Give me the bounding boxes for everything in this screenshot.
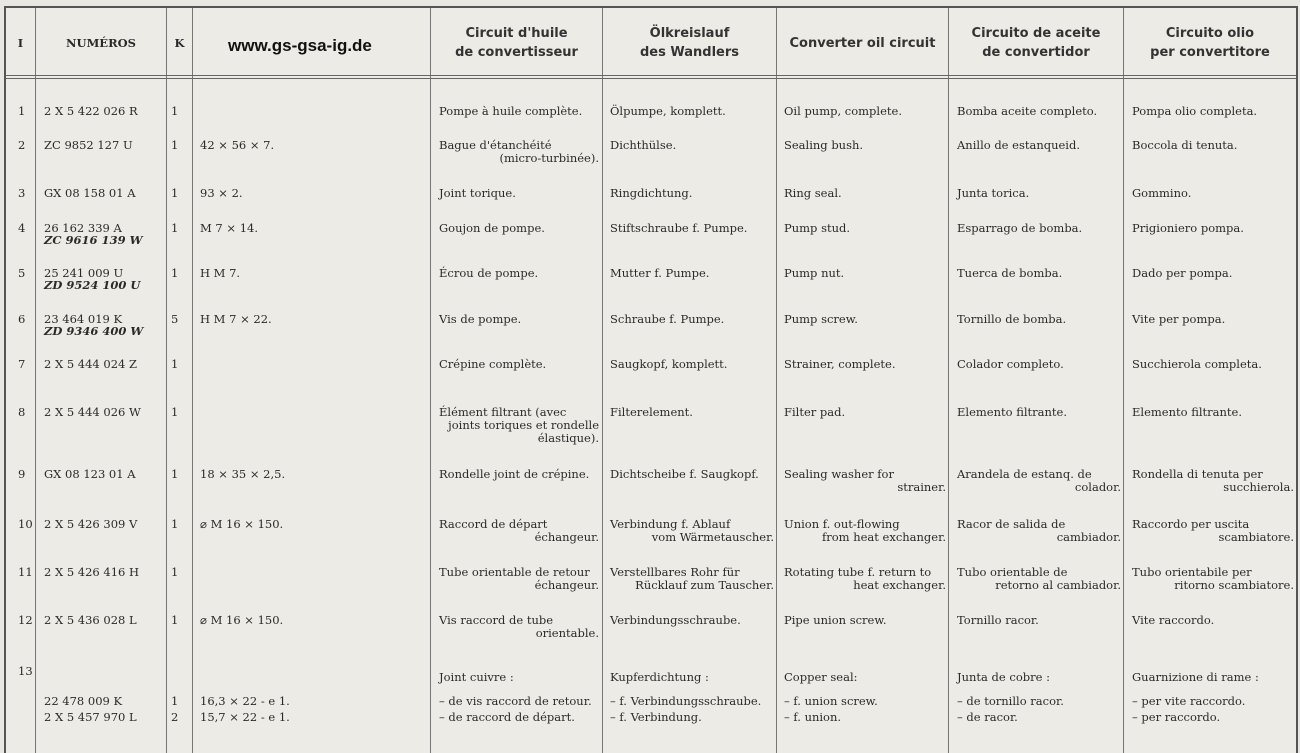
cell-de: Stiftschraube f. Pumpe. (610, 221, 748, 235)
header-italian (1124, 10, 1296, 76)
cell-it: Vite raccordo. (1132, 613, 1215, 627)
cell-it: succhierola. (1223, 480, 1294, 494)
cell-dim: M 7 × 14. (200, 221, 258, 235)
cell-en: Pump screw. (784, 312, 858, 326)
cell-num: 2 X 5 422 026 R (44, 104, 138, 118)
cell-num: 23 464 019 K (44, 312, 123, 326)
cell-es: Anillo de estanqueid. (957, 138, 1081, 152)
header-english (777, 10, 948, 76)
cell-num: ZD 9524 100 U (44, 278, 141, 292)
cell-es: Tornillo racor. (957, 613, 1039, 627)
cell-num: GX 08 158 01 A (44, 186, 136, 200)
cell-dim: ⌀ M 16 × 150. (200, 613, 284, 627)
cell-num: 2 X 5 457 970 L (44, 710, 137, 724)
cell-i: 1 (18, 104, 26, 118)
cell-num: 2 X 5 436 028 L (44, 613, 137, 627)
header-numbers: NUMÉROS (66, 35, 136, 50)
cell-fr: joints toriques et rondelle (448, 418, 599, 432)
cell-en: from heat exchanger. (821, 530, 946, 544)
cell-it: Prigioniero pompa. (1132, 221, 1244, 235)
cell-de: – f. Verbindungsschraube. (610, 694, 762, 708)
cell-dim: 16,3 × 22 - e 1. (200, 694, 290, 708)
cell-de: Filterelement. (610, 405, 693, 419)
cell-i: 11 (18, 565, 33, 579)
cell-i: 13 (18, 664, 33, 678)
cell-it: – per vite raccordo. (1132, 694, 1246, 708)
cell-dim: 18 × 35 × 2,5. (200, 467, 286, 481)
cell-fr: Tube orientable de retour (439, 565, 590, 579)
cell-es: Racor de salida de (957, 517, 1066, 531)
cell-en: Strainer, complete. (784, 357, 896, 371)
header-line: des Wandlers (639, 45, 740, 60)
column-divider (430, 8, 431, 753)
cell-num: 2 X 5 426 416 H (44, 565, 140, 579)
cell-it: Succhierola completa. (1132, 357, 1262, 371)
header-german (603, 10, 776, 76)
cell-fr: échangeur. (534, 530, 599, 544)
header-index: I (17, 35, 24, 50)
cell-it: Boccola di tenuta. (1132, 138, 1238, 152)
cell-en: Sealing bush. (784, 138, 864, 152)
cell-i: 12 (18, 613, 33, 627)
cell-en: Pipe union screw. (784, 613, 887, 627)
cell-dim: 15,7 × 22 - e 1. (200, 710, 290, 724)
cell-dim: 93 × 2. (200, 186, 243, 200)
cell-num: ZC 9852 127 U (44, 138, 133, 152)
cell-de: Schraube f. Pumpe. (610, 312, 725, 326)
cell-fr: Pompe à huile complète. (439, 104, 583, 118)
parts-table (4, 6, 1298, 753)
cell-de: Verstellbares Rohr für (610, 565, 740, 579)
cell-it: Gommino. (1132, 186, 1192, 200)
cell-it: scambiatore. (1218, 530, 1294, 544)
cell-es: cambiador. (1056, 530, 1121, 544)
cell-en: Copper seal: (784, 670, 858, 684)
cell-i: 8 (18, 405, 26, 419)
cell-it: Guarnizione di rame : (1132, 670, 1259, 684)
cell-de: vom Wärmetauscher. (651, 530, 774, 544)
cell-k: 2 (171, 710, 179, 724)
cell-fr: – de raccord de départ. (439, 710, 575, 724)
cell-en: Rotating tube f. return to (784, 565, 932, 579)
cell-de: Kupferdichtung : (610, 670, 709, 684)
header-line: de convertidor (982, 45, 1090, 60)
cell-de: Saugkopf, komplett. (610, 357, 728, 371)
cell-it: Elemento filtrante. (1132, 405, 1243, 419)
cell-de: Dichtscheibe f. Saugkopf. (610, 467, 759, 481)
cell-i: 6 (18, 312, 26, 326)
cell-fr: Joint cuivre : (439, 670, 514, 684)
header-rule (6, 78, 1296, 79)
header-line: Circuito de aceite (971, 26, 1101, 41)
header-k: K (174, 35, 185, 50)
cell-fr: Vis de pompe. (439, 312, 522, 326)
cell-fr: Joint torique. (439, 186, 516, 200)
watermark-url: www.gs-gsa-ig.de (228, 36, 372, 55)
header-line: Circuito olio (1165, 26, 1255, 41)
cell-fr: – de vis raccord de retour. (439, 694, 592, 708)
cell-it: – per raccordo. (1132, 710, 1221, 724)
cell-de: Ölpumpe, komplett. (610, 104, 726, 118)
header-line: Ölkreislauf (649, 26, 730, 41)
cell-num: ZD 9346 400 W (44, 324, 144, 338)
cell-fr: échangeur. (534, 578, 599, 592)
header-line: per convertitore (1150, 45, 1270, 60)
cell-de: Mutter f. Pumpe. (610, 266, 710, 280)
column-divider (35, 8, 36, 753)
cell-es: colador. (1074, 480, 1121, 494)
header-line: Converter oil circuit (789, 35, 936, 51)
cell-fr: Rondelle joint de crépine. (439, 467, 590, 481)
cell-es: Arandela de estanq. de (957, 467, 1092, 481)
cell-dim: H M 7 × 22. (200, 312, 272, 326)
cell-es: Junta de cobre : (957, 670, 1050, 684)
cell-dim: H M 7. (200, 266, 241, 280)
cell-k: 1 (171, 357, 179, 371)
column-divider (776, 8, 777, 753)
header-french (431, 10, 602, 76)
cell-k: 1 (171, 221, 179, 235)
cell-fr: (micro-turbinée). (499, 151, 599, 165)
cell-num: 2 X 5 444 024 Z (44, 357, 137, 371)
cell-en: Union f. out-flowing (784, 517, 900, 531)
cell-k: 1 (171, 186, 179, 200)
cell-fr: Raccord de départ (439, 517, 548, 531)
cell-es: Tubo orientable de (957, 565, 1068, 579)
cell-it: Rondella di tenuta per (1132, 467, 1263, 481)
cell-fr: Vis raccord de tube (439, 613, 554, 627)
column-divider (1123, 8, 1124, 753)
cell-i: 4 (18, 221, 26, 235)
cell-k: 1 (171, 613, 179, 627)
cell-k: 1 (171, 104, 179, 118)
cell-num: 2 X 5 444 026 W (44, 405, 141, 419)
cell-it: ritorno scambiatore. (1174, 578, 1294, 592)
cell-de: Verbindungsschraube. (610, 613, 741, 627)
cell-i: 3 (18, 186, 26, 200)
cell-k: 1 (171, 517, 179, 531)
cell-de: Rücklauf zum Tauscher. (635, 578, 774, 592)
column-divider (166, 8, 167, 753)
cell-es: Elemento filtrante. (957, 405, 1068, 419)
cell-de: – f. Verbindung. (610, 710, 702, 724)
cell-fr: Bague d'étanchéité (439, 138, 552, 152)
cell-en: Pump stud. (784, 221, 851, 235)
cell-it: Pompa olio completa. (1132, 104, 1258, 118)
cell-k: 1 (171, 405, 179, 419)
cell-num: 22 478 009 K (44, 694, 123, 708)
cell-fr: Crépine complète. (439, 357, 547, 371)
cell-it: Dado per pompa. (1132, 266, 1233, 280)
cell-i: 10 (18, 517, 33, 531)
cell-dim: ⌀ M 16 × 150. (200, 517, 284, 531)
cell-num: GX 08 123 01 A (44, 467, 136, 481)
cell-dim: 42 × 56 × 7. (200, 138, 275, 152)
cell-it: Raccordo per uscita (1132, 517, 1250, 531)
cell-k: 1 (171, 565, 179, 579)
cell-de: Ringdichtung. (610, 186, 693, 200)
cell-es: Tornillo de bomba. (957, 312, 1067, 326)
cell-k: 1 (171, 138, 179, 152)
column-divider (602, 8, 603, 753)
cell-es: Tuerca de bomba. (957, 266, 1063, 280)
cell-es: Colador completo. (957, 357, 1064, 371)
cell-k: 1 (171, 694, 179, 708)
cell-es: Esparrago de bomba. (957, 221, 1083, 235)
cell-i: 9 (18, 467, 26, 481)
cell-en: – f. union. (784, 710, 842, 724)
cell-es: retorno al cambiador. (995, 578, 1121, 592)
cell-fr: orientable. (535, 626, 599, 640)
cell-i: 5 (18, 266, 26, 280)
cell-k: 1 (171, 266, 179, 280)
cell-en: heat exchanger. (853, 578, 946, 592)
cell-num: ZC 9616 139 W (44, 233, 143, 247)
cell-it: Tubo orientabile per (1132, 565, 1252, 579)
cell-en: strainer. (897, 480, 946, 494)
cell-i: 2 (18, 138, 26, 152)
cell-en: Pump nut. (784, 266, 845, 280)
cell-i: 7 (18, 357, 26, 371)
header-line: de convertisseur (455, 45, 578, 60)
cell-en: Filter pad. (784, 405, 846, 419)
cell-es: Junta torica. (957, 186, 1030, 200)
cell-en: Ring seal. (784, 186, 842, 200)
cell-en: – f. union screw. (784, 694, 878, 708)
cell-num: 26 162 339 A (44, 221, 122, 235)
cell-k: 1 (171, 467, 179, 481)
cell-en: Oil pump, complete. (784, 104, 902, 118)
cell-es: – de tornillo racor. (957, 694, 1064, 708)
cell-fr: élastique). (537, 431, 599, 445)
cell-k: 5 (171, 312, 179, 326)
cell-de: Dichthülse. (610, 138, 677, 152)
column-divider (192, 8, 193, 753)
cell-fr: Écrou de pompe. (439, 266, 539, 280)
cell-num: 2 X 5 426 309 V (44, 517, 138, 531)
cell-it: Vite per pompa. (1132, 312, 1226, 326)
column-divider (948, 8, 949, 753)
header-spanish (949, 10, 1123, 76)
cell-es: – de racor. (957, 710, 1018, 724)
cell-en: Sealing washer for (784, 467, 894, 481)
cell-num: 25 241 009 U (44, 266, 124, 280)
cell-fr: Goujon de pompe. (439, 221, 545, 235)
cell-de: Verbindung f. Ablauf (610, 517, 731, 531)
cell-fr: Élément filtrant (avec (439, 405, 567, 419)
cell-es: Bomba aceite completo. (957, 104, 1098, 118)
header-line: Circuit d'huile (465, 26, 568, 41)
